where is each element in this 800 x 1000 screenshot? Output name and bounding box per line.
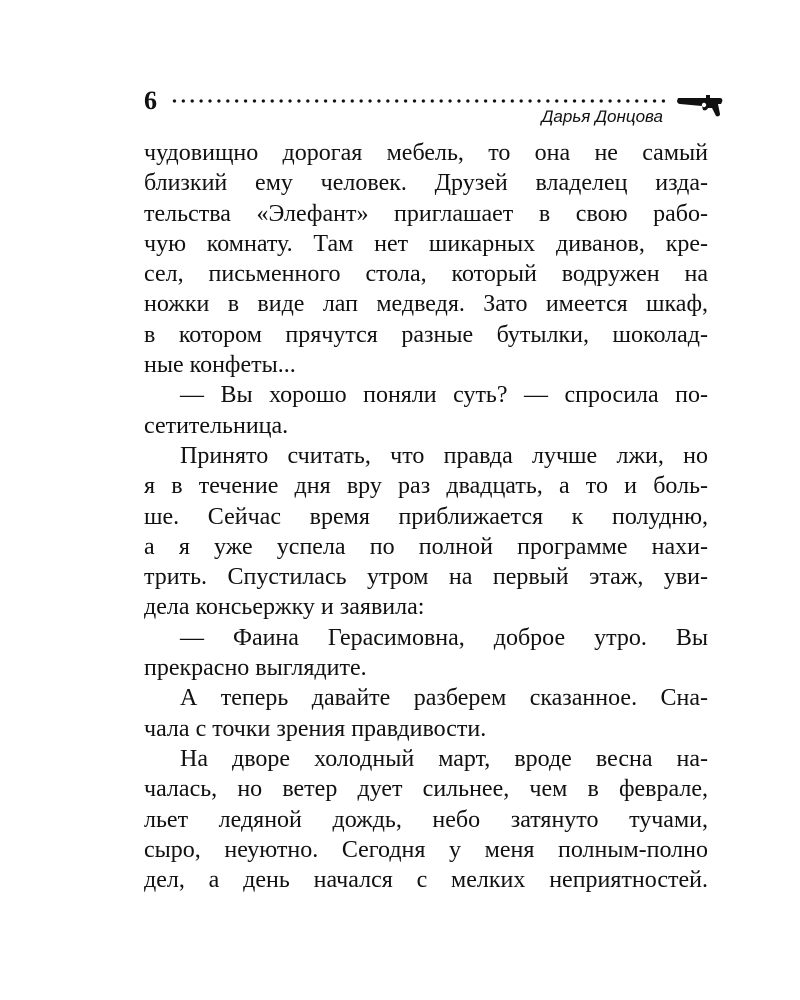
text-line: тельства «Элефант» приглашает в свою рабо- (144, 200, 708, 227)
text-line: — Вы хорошо поняли суть? — спросила по- (180, 382, 708, 409)
text-line: а я уже успела по полной программе нахи- (144, 533, 708, 560)
text-line: ножки в виде лап медведя. Зато имеется шкаф, (144, 291, 708, 318)
text-line: А теперь давайте разберем сказанное. Сна- (180, 685, 708, 712)
text-line: Принято считать, что правда лучше лжи, но (180, 442, 708, 469)
text-line: льет ледяной дождь, небо затянуто тучами, (144, 806, 708, 833)
text-line: чалась, но ветер дует сильнее, чем в феврале, (144, 776, 708, 803)
author-name: Дарья Донцова (541, 107, 663, 126)
body-text (144, 138, 708, 895)
text-line: На дворе холодный март, вроде весна на- (180, 745, 708, 772)
text-line: ные конфеты... (144, 352, 296, 379)
text-line: сел, письменного стола, который водружен на (144, 261, 708, 288)
text-line: в котором прячутся разные бутылки, шоколад- (144, 321, 708, 348)
page-number: 6 (144, 86, 157, 115)
text-line: дела консьержку и заявила: (144, 594, 425, 621)
text-line: чала с точки зрения правдивости. (144, 715, 487, 742)
text-line: чую комнату. Там нет шикарных диванов, кре- (144, 230, 708, 257)
text-line: чудовищно дорогая мебель, то она не самый (144, 140, 708, 166)
text-line: я в течение дня вру раз двадцать, а то и боль- (144, 473, 708, 500)
text-line: сыро, неуютно. Сегодня у меня полным-полно (144, 836, 708, 863)
text-line: близкий ему человек. Друзей владелец изда- (144, 170, 708, 197)
text-line: сетительница. (144, 412, 289, 439)
revolver-icon (676, 92, 724, 118)
text-line: дел, а день начался с мелких неприятностей. (144, 867, 708, 894)
text-line: прекрасно выглядите. (144, 655, 367, 682)
text-line: трить. Спустилась утром на первый этаж, уви- (144, 564, 708, 591)
dotted-rule (170, 99, 670, 103)
text-line: ше. Сейчас время приближается к полудню, (144, 503, 708, 530)
text-line: — Фаина Герасимовна, доброе утро. Вы (180, 624, 708, 651)
